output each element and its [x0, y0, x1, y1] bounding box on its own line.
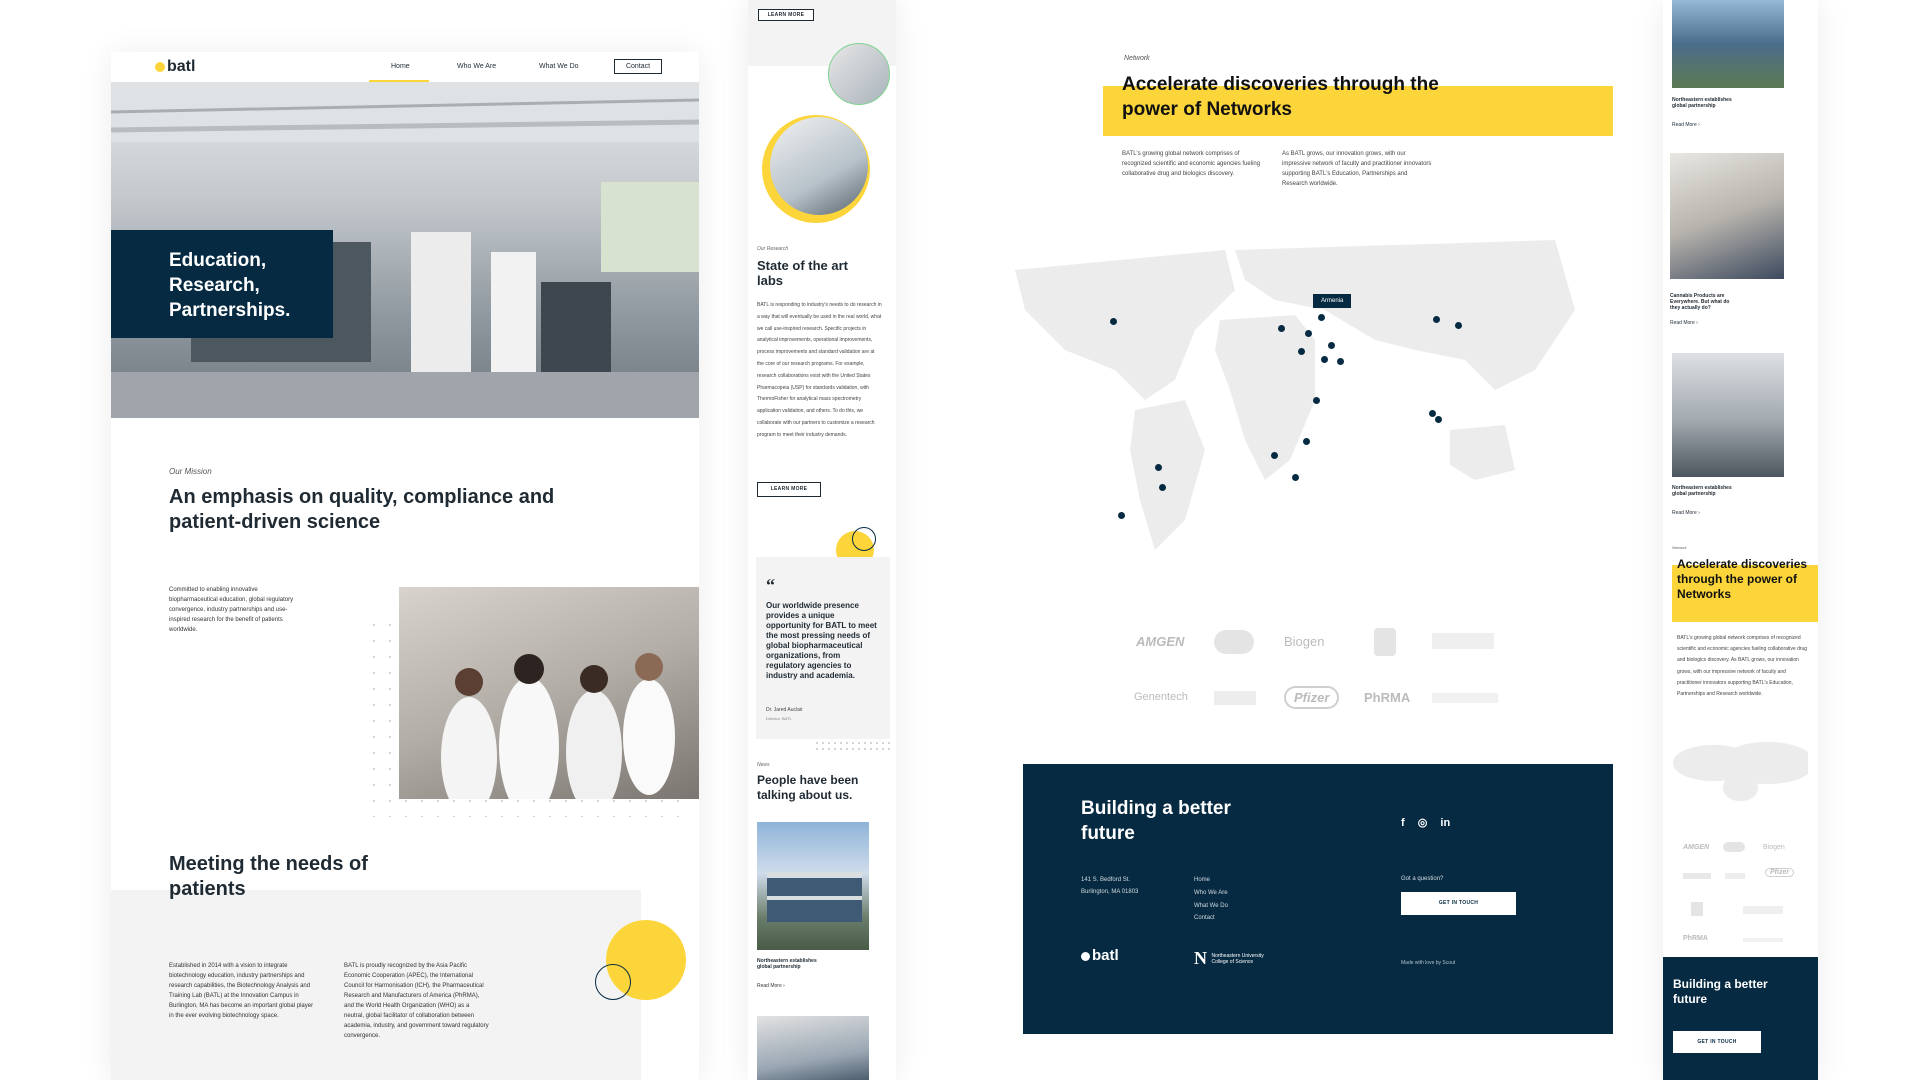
- map-pin[interactable]: [1118, 512, 1125, 519]
- logo-placeholder: [1743, 906, 1783, 914]
- news-mobile-mockup: [1663, 0, 1818, 1080]
- logo-phrma-d: PhRMA: [1683, 935, 1708, 942]
- network-eyebrow: Network: [1124, 55, 1150, 62]
- footer-title: Building a better future: [1081, 798, 1231, 844]
- logo-phrma: PhRMA: [1364, 690, 1411, 705]
- network-col2: As BATL grows, our innovation grows, with our impressive network of faculty and practitioner innovators supporting BATL's Education, Partnerships and Research worldwide.: [1282, 151, 1432, 187]
- map-pin[interactable]: [1305, 330, 1312, 337]
- map-pin[interactable]: [1433, 316, 1440, 323]
- social-icons: [1401, 816, 1450, 829]
- top-learn-more-button[interactable]: LEARN MORE: [758, 9, 814, 21]
- logo-pfizer-d: Pfizer: [1765, 868, 1794, 877]
- footer-logo[interactable]: batl: [1081, 947, 1119, 964]
- map-pin[interactable]: [1429, 410, 1436, 417]
- hero-title: Education, Research, Partnerships.: [169, 250, 291, 321]
- map-pin[interactable]: [1271, 452, 1278, 459]
- needs-col1: Established in 2014 with a vision to integrate biotechnology education, industry partnerships and research capabilities, the Biotechnology Analysis and Training Lab (BATL) at the Innovation Campus in Burlington, MA has become an important global player in the ever evolving biotechnology space.: [169, 963, 314, 1019]
- quote-role: Director, BATL: [766, 716, 792, 721]
- news-d-photo-3[interactable]: [1672, 353, 1784, 477]
- building-illustration: [757, 822, 869, 950]
- logo-placeholder: [1691, 902, 1703, 916]
- footer-d-cta-button[interactable]: GET IN TOUCH: [1673, 1031, 1761, 1053]
- partner-logos-d: [1683, 840, 1803, 950]
- mission-eyebrow: Our Mission: [169, 467, 212, 476]
- logo-placeholder: [1432, 693, 1498, 703]
- facebook-icon[interactable]: f: [1401, 817, 1405, 829]
- mission-body: Committed to enabling innovative biopharmaceutical education, global regulatory convergence, industry partnerships and use-inspired research for the benefit of patients worldwide.: [169, 587, 294, 633]
- scientist-avatar-small: [828, 43, 890, 105]
- map-pin[interactable]: [1159, 484, 1166, 491]
- news-office-photo[interactable]: [757, 1016, 869, 1080]
- footer-nav-home[interactable]: Home: [1194, 877, 1211, 883]
- scientist-avatar-large: [770, 117, 868, 215]
- network-col1: BATL's growing global network comprises of recognized scientific and economic agencies fueling collaborative drug and biologics discovery.: [1122, 151, 1261, 177]
- map-pin[interactable]: [1455, 322, 1462, 329]
- footer-d-title: Building a better future: [1673, 977, 1768, 1006]
- decor-outline-circle: [595, 964, 631, 1000]
- logo-placeholder: [1214, 630, 1254, 654]
- quote-mark-icon: “: [766, 575, 775, 595]
- news-building-photo[interactable]: [757, 822, 869, 950]
- hero-title-box: [111, 230, 333, 338]
- footer-address: 141 S. Bedford St. Burlington, MA 01803: [1081, 877, 1139, 895]
- news-d-link-1[interactable]: Read More ›: [1672, 122, 1700, 128]
- network-d-map[interactable]: [1673, 735, 1808, 805]
- logo-placeholder: [1743, 938, 1783, 942]
- research-learn-more-button[interactable]: LEARN MORE: [757, 482, 821, 497]
- network-d-eyebrow: Network: [1672, 545, 1687, 550]
- instagram-icon[interactable]: ◎: [1417, 817, 1428, 829]
- research-body: BATL is responding to industry's needs to do research in a way that will eventually be used in the real world, what we call use-inspired research. Specific projects in analytical improvements, operational improvements, process improvements and standard validation are at the core of our research programs. For example, research collaborations exist with the United States Pharmacopeia (USP) for standards validation, with ThermoFisher for analytical mass spectrometry application validation, and others. To do this, we collaborate with our partners to customize a research program to meet their industry demands.: [757, 302, 882, 438]
- news-item-title: Northeastern establishes global partnership: [757, 958, 817, 970]
- quote-author: Dr. Jared Auclair: [766, 707, 803, 713]
- map-pin[interactable]: [1337, 358, 1344, 365]
- network-title: Accelerate discoveries through the power of Networks: [1122, 74, 1439, 120]
- nav-who-we-are[interactable]: Who We Are: [457, 63, 497, 70]
- logo-mark-icon: [1081, 952, 1090, 961]
- footer-nav-what[interactable]: What We Do: [1194, 902, 1228, 909]
- news-eyebrow: News: [757, 762, 770, 768]
- news-d-photo-1[interactable]: [1672, 0, 1784, 88]
- world-map-shapes: [995, 230, 1595, 560]
- logo-pfizer: Pfizer: [1284, 686, 1339, 709]
- map-pin[interactable]: [1303, 438, 1310, 445]
- map-tooltip: Armenia: [1313, 294, 1351, 308]
- research-mobile-mockup: [748, 0, 896, 1080]
- site-footer: [1023, 764, 1613, 1034]
- nav-what-we-do[interactable]: What We Do: [539, 63, 579, 70]
- partner-logos: [1124, 625, 1504, 715]
- logo-amgen: AMGEN: [1136, 634, 1185, 649]
- research-eyebrow: Our Research: [757, 246, 789, 252]
- network-d-body: BATL's growing global network comprises of recognized scientific and economic agencies fueling collaborative drug and biologics discovery. As BATL grows, our innovation grows, with our impressive network of faculty and practitioner innovators supporting BATL's Education, Partnerships and Research worldwide.: [1677, 635, 1808, 698]
- northeastern-logo: [1194, 948, 1264, 969]
- logo-placeholder: [1723, 842, 1745, 852]
- map-pin[interactable]: [1155, 464, 1162, 471]
- footer-nav: [1194, 874, 1228, 925]
- map-pin[interactable]: [1318, 314, 1325, 321]
- team-scene-illustration: [399, 587, 699, 799]
- get-in-touch-button[interactable]: GET IN TOUCH: [1401, 892, 1516, 915]
- news-item-link[interactable]: Read More ›: [757, 983, 785, 989]
- map-pin[interactable]: [1328, 342, 1335, 349]
- footer-question: Got a question?: [1401, 876, 1444, 882]
- needs-title: Meeting the needs of patients: [169, 853, 368, 900]
- logo-placeholder: [1683, 873, 1711, 879]
- university-name: Northeastern University College of Science: [1211, 952, 1264, 965]
- footer-nav-who[interactable]: Who We Are: [1194, 889, 1228, 896]
- news-d-title-2: Cannabis Products are Everywhere. But what do they actually do?: [1670, 293, 1730, 311]
- footer-nav-contact[interactable]: Contact: [1194, 915, 1215, 922]
- news-title: People have been talking about us.: [757, 773, 859, 802]
- site-header: [111, 52, 699, 82]
- dot-pattern-b: [814, 740, 894, 750]
- homepage-mockup: [111, 52, 699, 1080]
- footer-d: [1663, 957, 1818, 1080]
- logo-amgen-d: AMGEN: [1683, 844, 1710, 851]
- brand-logo[interactable]: batl: [155, 58, 195, 76]
- nav-contact-button[interactable]: Contact: [614, 59, 662, 74]
- logo-placeholder: [1214, 691, 1256, 705]
- footer-credit: Made with love by Scout: [1401, 960, 1456, 966]
- news-d-link-3[interactable]: Read More ›: [1672, 510, 1700, 516]
- decor-outline-circle-b: [852, 527, 876, 551]
- needs-col2: BATL is proudly recognized by the Asia Pacific Economic Cooperation (APEC), the International Council for Harmonisation (ICH), the Pharmaceutical Research and Manufacturers of America (PhRMA), and the World Health Organization (WHO) as a neutral, global facilitator of collaboration between academia, industry, and government toward regulatory convergence.: [344, 963, 489, 1039]
- world-map[interactable]: [995, 230, 1595, 560]
- map-pin[interactable]: [1278, 325, 1285, 332]
- logo-biogen: Biogen: [1284, 634, 1325, 649]
- logo-who-placeholder: [1432, 633, 1494, 649]
- quote-text: Our worldwide presence provides a unique opportunity for BATL to meet the most pressing needs of global biopharmaceutical organizations, from regulatory agencies to industry and academia.: [766, 601, 877, 680]
- quote-card: [756, 557, 890, 739]
- map-pin[interactable]: [1313, 397, 1320, 404]
- map-pin[interactable]: [1292, 474, 1299, 481]
- linkedin-icon[interactable]: in: [1440, 817, 1451, 829]
- news-d-title-3: Northeastern establishes global partnership: [1672, 485, 1732, 497]
- news-d-photo-2[interactable]: [1670, 153, 1784, 279]
- network-d-title: Accelerate discoveries through the power of Networks: [1677, 557, 1808, 601]
- nav-home[interactable]: Home: [391, 63, 410, 70]
- logo-mark-icon: [155, 62, 165, 72]
- northeastern-n-icon: N: [1194, 948, 1207, 968]
- news-d-link-2[interactable]: Read More ›: [1670, 320, 1698, 326]
- logo-biogen-d: Biogen: [1763, 844, 1785, 851]
- logo-placeholder: [1374, 628, 1396, 656]
- news-d-title-1: Northeastern establishes global partnership: [1672, 97, 1732, 109]
- map-pin[interactable]: [1298, 348, 1305, 355]
- mission-team-photo: [399, 587, 699, 799]
- mission-title: An emphasis on quality, compliance and patient-driven science: [169, 486, 555, 533]
- map-pin[interactable]: [1435, 416, 1442, 423]
- logo-placeholder: [1725, 873, 1745, 879]
- map-pin[interactable]: [1321, 356, 1328, 363]
- research-title: State of the art labs: [757, 258, 849, 288]
- map-pin[interactable]: [1110, 318, 1117, 325]
- logo-genentech: Genentech: [1134, 691, 1188, 703]
